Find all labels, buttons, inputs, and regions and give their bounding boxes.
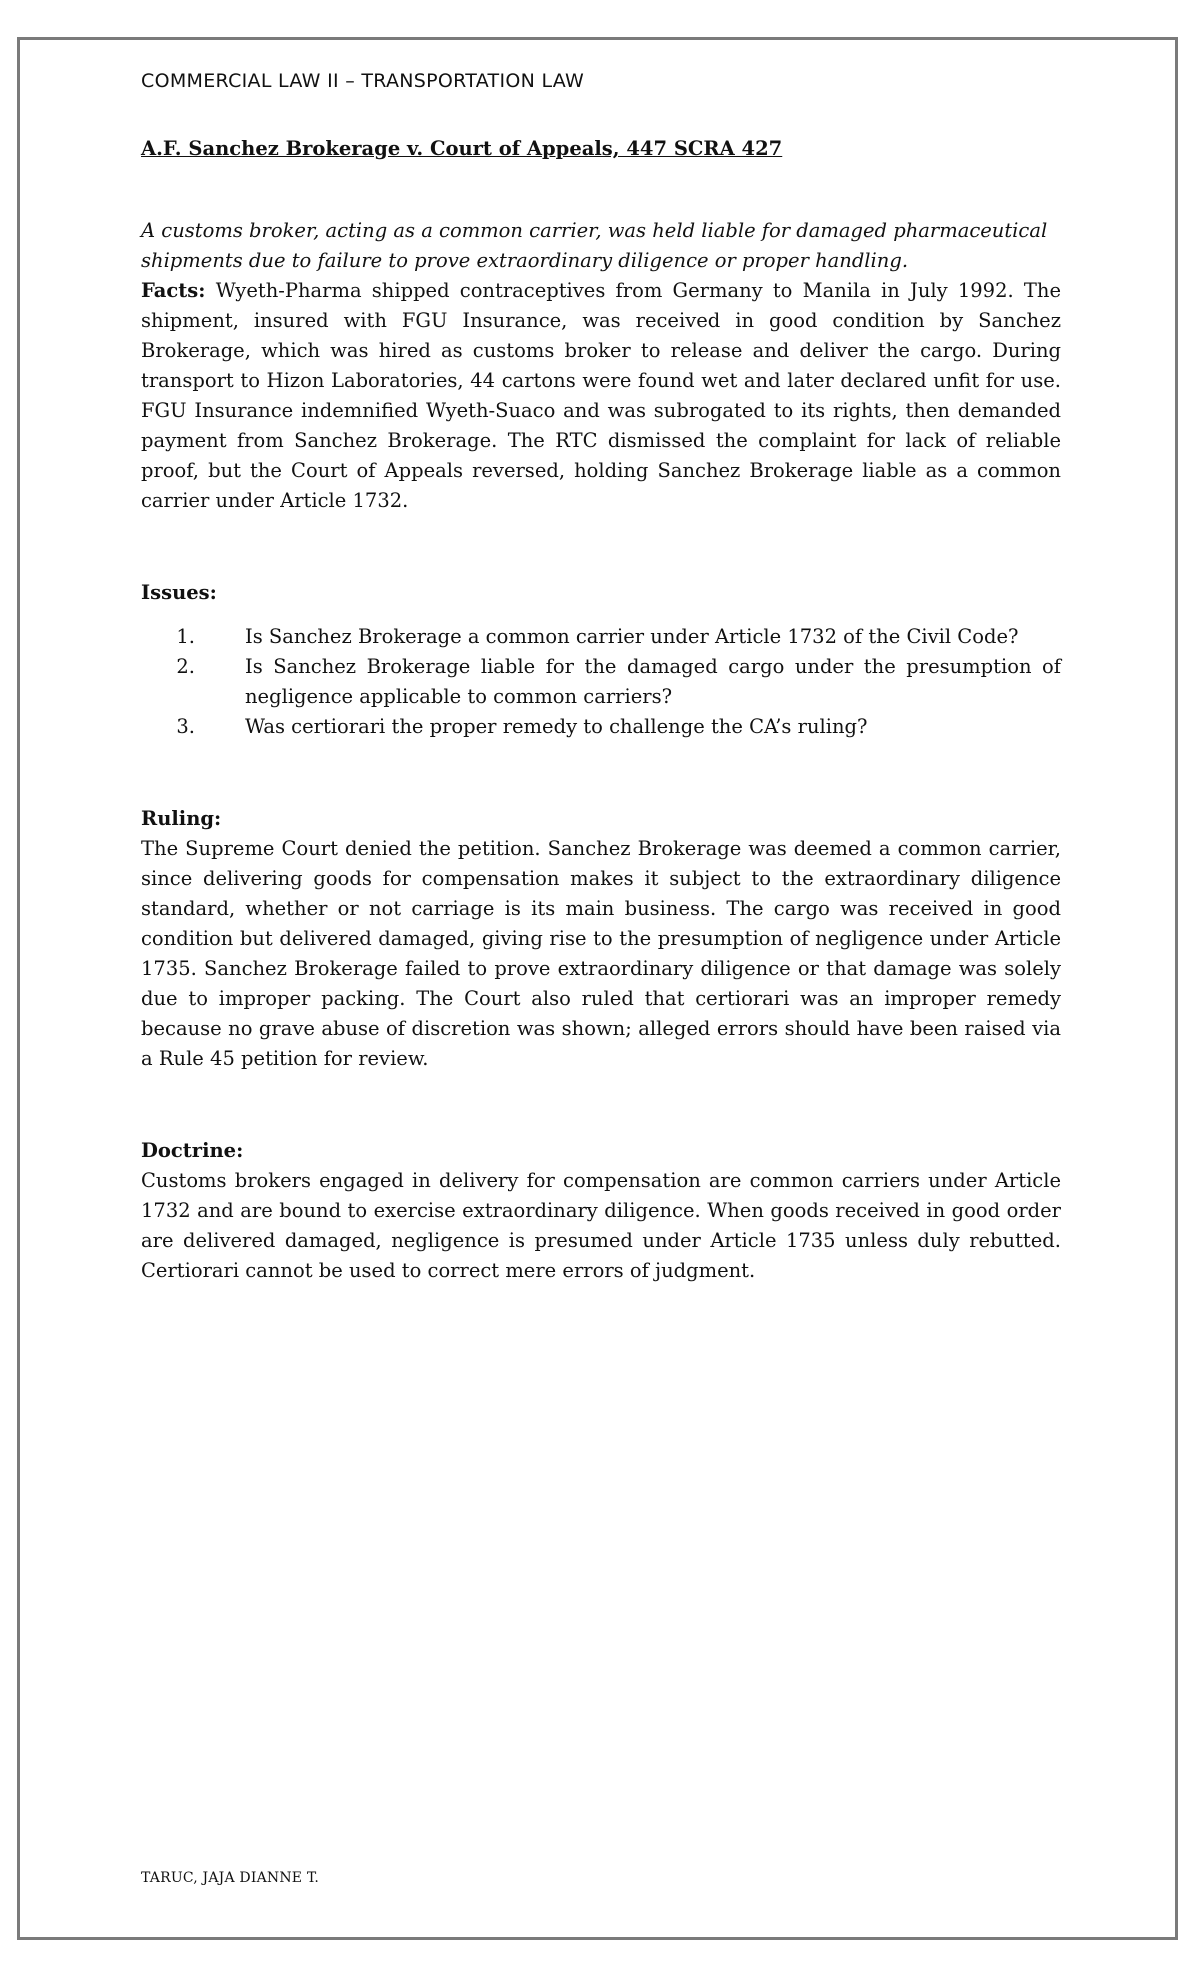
ruling-paragraph: The Supreme Court denied the petition. Sanchez Brokerage was deemed a common carrier, since delivering goods for compensation makes it subject to the extraordinary diligence standard, whether or not carriage is its main business. The cargo was received in good condition but delivered damaged, giving rise to the presumption of negligence under Article 1735. Sanchez Brokerage failed to prove extraordinary diligence or that damage was solely due to improper packing. The Court also ruled that certiorari was an improper remedy because no grave abuse of discretion was shown; alleged errors should have been raised via a Rule 45 petition for review.: [141, 837, 1061, 1070]
course-header: COMMERCIAL LAW II – TRANSPORTATION LAW: [141, 70, 585, 92]
doctrine-paragraph: Customs brokers engaged in delivery for compensation are common carriers under Article 1732 and are bound to exercise extraordinary diligence. When goods received in good order are delivered damaged, negligence is presumed under Article 1735 unless duly rebutted. Certiorari cannot be used to correct mere errors of judgment.: [141, 1169, 1061, 1282]
issues-list: [141, 622, 1061, 742]
issue-text: Is Sanchez Brokerage liable for the damaged cargo under the presumption of negligence applicable to common carriers?: [245, 655, 1061, 708]
issues-heading: Issues:: [141, 581, 217, 604]
issue-number: 2.: [176, 655, 195, 678]
facts-paragraph: [141, 276, 1061, 516]
facts-label: Facts:: [141, 279, 206, 302]
issue-number: 3.: [176, 715, 195, 738]
facts-text: Wyeth-Pharma shipped contraceptives from Germany to Manila in July 1992. The shipment, insured with FGU Insurance, was received in good condition by Sanchez Brokerage, which was hired as customs broker to release and deliver the cargo. During transport to Hizon Laboratories, 44 cartons were found wet and later declared unfit for use. FGU Insurance indemnified Wyeth-Suaco and was subrogated to its rights, then demanded payment from Sanchez Brokerage. The RTC dismissed the complaint for lack of reliable proof, but the Court of Appeals reversed, holding Sanchez Brokerage liable as a common carrier under Article 1732.: [141, 279, 1061, 512]
case-title: A.F. Sanchez Brokerage v. Court of Appeals, 447 SCRA 427: [141, 137, 783, 160]
ruling-heading: Ruling:: [141, 807, 222, 830]
issue-number: 1.: [176, 625, 195, 648]
issue-item: [141, 622, 1061, 652]
document-content: [141, 66, 1061, 1286]
issue-text: Is Sanchez Brokerage a common carrier under Article 1732 of the Civil Code?: [245, 625, 1019, 648]
case-summary: A customs broker, acting as a common carrier, was held liable for damaged pharmaceutical shipments due to failure to prove extraordinary diligence or proper handling.: [141, 219, 1048, 272]
issue-item: [141, 712, 1061, 742]
author-footer: TARUC, JAJA DIANNE T.: [141, 1870, 319, 1886]
issue-item: [141, 652, 1061, 712]
issue-text: Was certiorari the proper remedy to challenge the CA’s ruling?: [245, 715, 868, 738]
doctrine-heading: Doctrine:: [141, 1139, 244, 1162]
